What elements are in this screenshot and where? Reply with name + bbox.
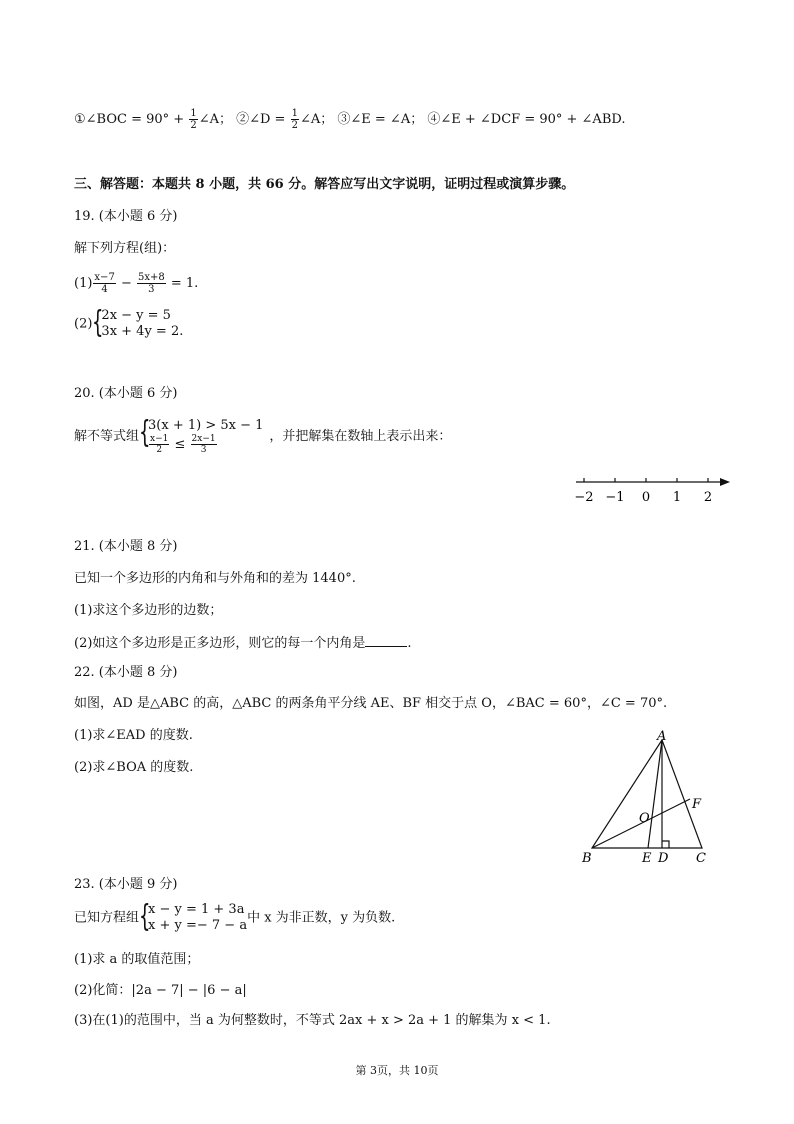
label-a: A (657, 729, 667, 744)
q23-part1: (1)求 a 的取值范围； (74, 952, 200, 967)
label-b: B (582, 851, 592, 866)
q19-header: 19. (本小题 6 分) (74, 209, 178, 224)
opt2-tail: ∠A； (299, 112, 334, 127)
q23-equation-system: { x − y = 1 + 3a x + y =− 7 − a (139, 899, 248, 934)
brace-glyph: { (139, 899, 151, 934)
number-line-label: −1 (605, 490, 625, 505)
triangle-abc (592, 740, 702, 848)
label-f: F (692, 797, 702, 812)
q23-part2: (2)化简：|2a − 7| − |6 − a| (74, 983, 247, 998)
q22-part2: (2)求∠BOA 的度数. (74, 760, 194, 775)
number-line-label: 1 (672, 490, 682, 505)
q20-inequality-system: { 3(x + 1) > 5x − 1 $\frac{x-1}{2}$ ≤ $\frac{2x-1}{3}$ (139, 415, 264, 455)
bisector-ae (648, 740, 662, 848)
opt1-tail: ∠A； (198, 112, 232, 127)
q19-fraction-2: $\frac{5x+8}{3}$ (137, 272, 165, 295)
q22-part1: (1)求∠EAD 的度数. (74, 728, 193, 743)
q23-stem: 已知方程组 { x − y = 1 + 3a x + y =− 7 − a 中 x 为非正数，y 为负数. (74, 899, 396, 934)
q23-header: 23. (本小题 9 分) (74, 877, 178, 892)
q19-fraction-1: $\frac{x-7}{4}$ (94, 272, 115, 295)
number-line-label: 2 (703, 490, 713, 505)
q21-part2: (2)如这个多边形是正多边形，则它的每一个内角是 . (74, 636, 412, 651)
q20-stem: 解不等式组 { 3(x + 1) > 5x − 1 $\frac{x-1}{2}$ ≤ $\frac{2x-1}{3}$ ，并把解集在数轴上表示出来： (74, 415, 452, 455)
opt2-text: ②∠D = (236, 112, 290, 127)
opt2-fraction: $\frac{1}{2}$ (291, 108, 298, 131)
q21-header: 21. (本小题 8 分) (74, 539, 178, 554)
number-line-label: 0 (641, 490, 651, 505)
q23-part3: (3)在(1)的范围中，当 a 为何整数时，不等式 2ax + x > 2a + 1 的解集为 x < 1. (74, 1013, 551, 1028)
q20-header: 20. (本小题 6 分) (74, 386, 178, 401)
label-o: O (639, 811, 650, 826)
q21-part1: (1)求这个多边形的边数； (74, 603, 223, 618)
q21-stem: 已知一个多边形的内角和与外角和的差为 1440°. (74, 571, 356, 586)
q19-equation-system: { 2x − y = 5 3x + 4y = 2. (92, 305, 184, 340)
label-e: E (642, 851, 652, 866)
q19-part2: (2) { 2x − y = 5 3x + 4y = 2. (74, 305, 184, 340)
section3-heading: 三、解答题：本题共 8 小题，共 66 分。解答应写出文字说明，证明过程或演算步骤。 (74, 177, 575, 192)
triangle-figure (578, 728, 718, 870)
q19-prompt: 解下列方程(组)： (74, 241, 176, 256)
brace-glyph: { (139, 415, 151, 450)
q19-part1: (1) $\frac{x-7}{4}$ − $\frac{5x+8}{3}$ = 1. (74, 272, 199, 295)
right-angle-mark (662, 841, 669, 848)
opt3-text: ③∠E = ∠A； (337, 112, 424, 127)
brace-glyph: { (92, 305, 104, 340)
label-d: D (658, 851, 669, 866)
answer-blank[interactable] (365, 634, 407, 647)
number-line (568, 470, 738, 510)
number-line-label: −2 (574, 490, 594, 505)
q22-stem: 如图，AD 是△ABC 的高，△ABC 的两条角平分线 AE、BF 相交于点 O，∠BAC = 60°，∠C = 70°. (74, 696, 668, 711)
opt1-text: ①∠BOC = 90° + (74, 112, 189, 127)
number-line-arrow (720, 478, 730, 486)
opt1-fraction: $\frac{1}{2}$ (190, 108, 197, 131)
opt4-text: ④∠E + ∠DCF = 90° + ∠ABD. (427, 112, 626, 127)
q18-options (74, 108, 625, 131)
q22-header: 22. (本小题 8 分) (74, 665, 178, 680)
page-footer: 第 3页，共 10页 (355, 1064, 439, 1077)
label-c: C (696, 851, 706, 866)
